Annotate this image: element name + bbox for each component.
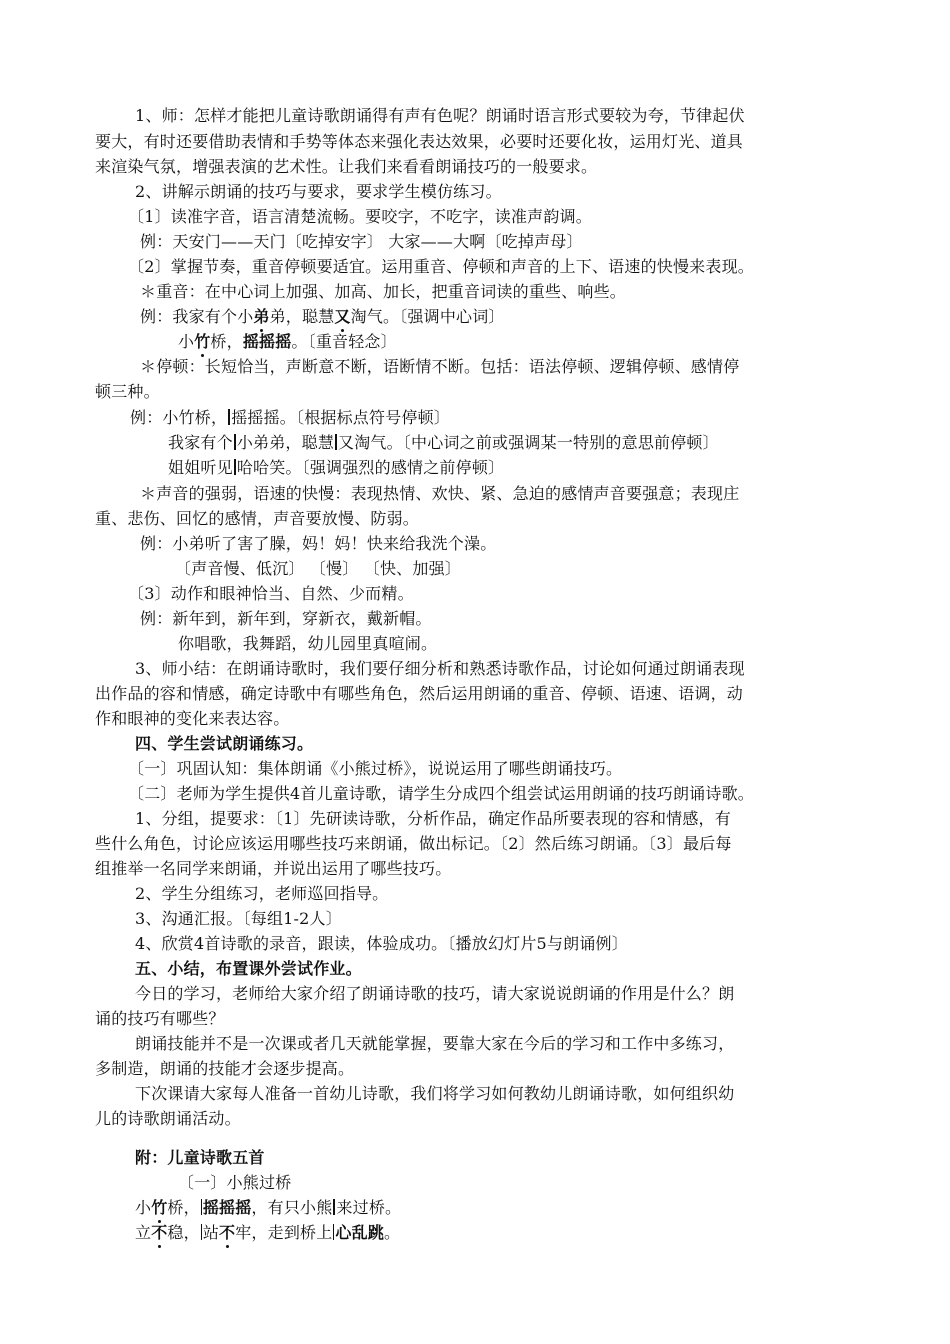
- para-intro-line1: 1、师：怎样才能把儿童诗歌朗诵得有声有色呢？朗诵时语言形式要较为夸，节律起伏: [135, 106, 745, 125]
- skill-line1: 朗诵技能并不是一次课或者几天就能掌握，要靠大家在今后的学习和工作中多练习，: [135, 1034, 735, 1053]
- stressed-word: 摇摇摇: [202, 1198, 252, 1217]
- stressed-char: 弟: [253, 307, 270, 326]
- para-intro-line3: 来渲染气氛，增强表演的艺术性。让我们来看看朗诵技巧的一般要求。: [95, 157, 598, 176]
- stress-example-2: 小竹桥，摇摇摇。〔重音轻念〕: [178, 332, 397, 351]
- stressed-char: 不: [219, 1223, 236, 1242]
- stressed-char: 竹: [194, 332, 211, 351]
- appreciate-recordings: 4、欣赏4首诗歌的录音，跟读，体验成功。〔播放幻灯片5与朗诵例〕: [135, 934, 628, 953]
- poem-line-2: 立不稳， 站不牢，走到桥上 心乱跳。: [135, 1223, 401, 1242]
- pause-example-2: 我家有个 小弟弟，聪慧 又淘气。〔中心词之前或强调某一特别的意思前停顿〕: [168, 433, 719, 452]
- summary-line3: 作和眼神的变化来表达容。: [95, 709, 290, 728]
- summary-line2: 出作品的容和情感，确定诗歌中有哪些角色，然后运用朗诵的重音、停顿、语速、语调，动: [95, 684, 744, 703]
- volume-example: 例：小弟听了害了臊，妈！妈！快来给我洗个澡。: [140, 534, 497, 553]
- pause-definition-line1: ＊停顿：长短恰当，声断意不断，语断情不断。包括：语法停顿、逻辑停顿、感情停: [140, 357, 740, 376]
- para-intro-line2: 要大，有时还要借助表情和手势等体态来强化表达效果，必要时还要化妆，运用灯光、道具: [95, 132, 744, 151]
- appendix-heading: 附：儿童诗歌五首: [135, 1148, 265, 1167]
- stressed-char: 不: [151, 1223, 168, 1242]
- example-pronunciation: 例：天安门——天门〔吃掉安字〕 大家——大啊〔吃掉声母〕: [140, 232, 583, 251]
- pause-mark: [201, 1224, 202, 1240]
- pause-example-3: 姐姐听见 哈哈笑。〔强调强烈的感情之前停顿〕: [168, 458, 505, 477]
- item-pronunciation: 〔1〕读准字音，语言清楚流畅。要咬字，不吃字，读准声韵调。: [128, 207, 592, 226]
- gesture-example-1: 例：新年到，新年到，穿新衣，戴新帽。: [140, 609, 432, 628]
- grouping-line1: 1、分组，提要求：〔1〕先研读诗歌，分析作品，确定作品所要表现的容和情感，有: [135, 809, 731, 828]
- conclusion-line1: 今日的学习，老师给大家介绍了朗诵诗歌的技巧，请大家说说朗诵的作用是什么？朗: [135, 984, 735, 1003]
- volume-speed-line1: ＊声音的强弱，语速的快慢：表现热情、欢快、紧、急迫的感情声音要强意；表现庄: [140, 484, 740, 503]
- conclusion-line2: 诵的技巧有哪些？: [95, 1009, 225, 1028]
- stress-definition: ＊重音：在中心词上加强、加高、加长，把重音词读的重些、响些。: [140, 282, 627, 301]
- pause-mark: [234, 434, 236, 450]
- para-explain: 2、讲解示朗诵的技巧与要求，要求学生模仿练习。: [135, 182, 502, 201]
- item-rhythm: 〔2〕掌握节奏，重音停顿要适宜。运用重音、停顿和声音的上下、语速的快慢来表现。: [128, 257, 754, 276]
- volume-example-notes: 〔声音慢、低沉〕 〔慢〕 〔快、加强〕: [175, 559, 461, 578]
- skill-line2: 多制造，朗诵的技能才会逐步提高。: [95, 1059, 355, 1078]
- pause-mark: [201, 1199, 202, 1215]
- pause-mark: [228, 409, 230, 425]
- pause-mark: [234, 459, 236, 475]
- gesture-example-2: 你唱歌，我舞蹈，幼儿园里真喧闹。: [178, 634, 438, 653]
- homework-line2: 儿的诗歌朗诵活动。: [95, 1109, 241, 1128]
- stressed-word: 摇摇摇: [242, 332, 292, 351]
- item-gesture: 〔3〕动作和眼神恰当、自然、少而精。: [128, 584, 414, 603]
- pause-example-1: 例：小竹桥， 摇摇摇。〔根据标点符号停顿〕: [130, 408, 451, 427]
- volume-speed-line2: 重、悲伤、回忆的感情，声音要放慢、防弱。: [95, 509, 420, 528]
- stressed-char: 又: [334, 307, 351, 326]
- summary-line1: 3、师小结：在朗诵诗歌时，我们要仔细分析和熟悉诗歌作品，讨论如何通过朗诵表现: [135, 659, 745, 678]
- grouping-line2: 些什么角色，讨论应该运用哪些技巧来朗诵，做出标记。〔2〕然后练习朗诵。〔3〕最后每: [95, 834, 732, 853]
- section-heading-5: 五、小结，布置课外尝试作业。: [135, 959, 362, 978]
- pause-definition-line2: 顿三种。: [95, 382, 160, 401]
- stressed-char: 竹: [151, 1198, 168, 1217]
- poem-title: 〔一〕小熊过桥: [178, 1173, 292, 1192]
- group-practice: 2、学生分组练习，老师巡回指导。: [135, 884, 389, 903]
- practice-item-2: 〔二〕老师为学生提供4首儿童诗歌，请学生分成四个组尝试运用朗诵的技巧朗诵诗歌。: [128, 784, 754, 803]
- practice-item-1: 〔一〕巩固认知：集体朗诵《小熊过桥》，说说运用了哪些朗诵技巧。: [128, 759, 623, 778]
- stress-example-1: 例：我家有个小弟弟，聪慧又淘气。〔强调中心词〕: [140, 307, 505, 326]
- homework-line1: 下次课请大家每人准备一首幼儿诗歌，我们将学习如何教幼儿朗诵诗歌，如何组织幼: [135, 1084, 735, 1103]
- poem-line-1: 小竹桥， 摇摇摇，有只小熊 来过桥。: [135, 1198, 402, 1217]
- grouping-line3: 组推举一名同学来朗诵，并说出运用了哪些技巧。: [95, 859, 452, 878]
- section-heading-4: 四、学生尝试朗诵练习。: [135, 734, 314, 753]
- pause-mark: [335, 434, 337, 450]
- report-back: 3、沟通汇报。〔每组1-2人〕: [135, 909, 342, 928]
- stressed-word: 心乱跳: [335, 1223, 385, 1242]
